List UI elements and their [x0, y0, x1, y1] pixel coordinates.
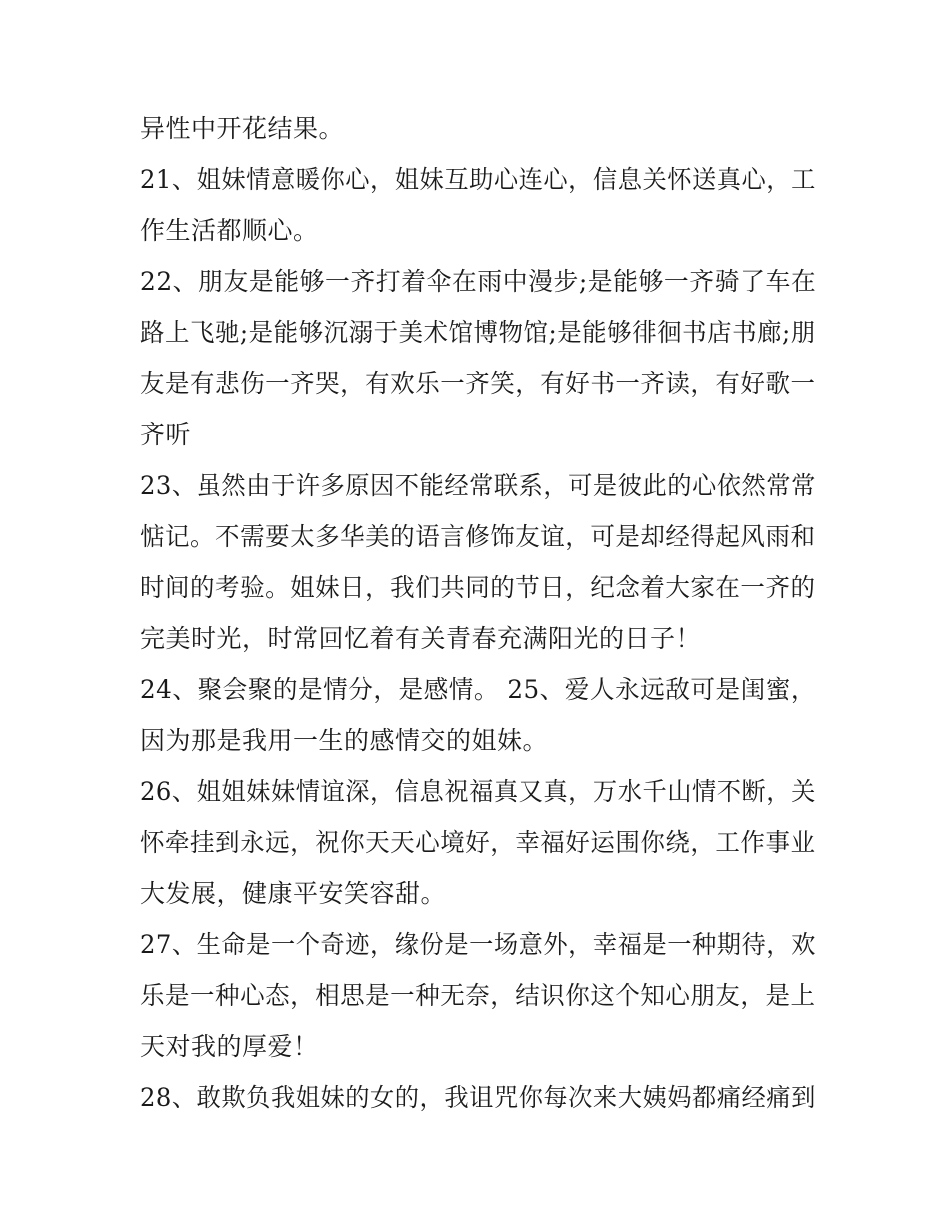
text-line: 21、姐妹情意暖你心，姐妹互助心连心，信息关怀送真心，工: [140, 165, 816, 194]
text-line: 23、虽然由于许多原因不能经常联系，可是彼此的心依然常常: [140, 471, 816, 500]
text-line: 齐听: [140, 420, 192, 449]
text-line: 乐是一种心态，相思是一种无奈，结识你这个知心朋友，是上: [140, 981, 816, 1010]
text-line: 时间的考验。姐妹日，我们共同的节日，纪念着大家在一齐的: [140, 573, 816, 602]
text-line: 22、朋友是能够一齐打着伞在雨中漫步;是能够一齐骑了车在: [140, 267, 817, 296]
text-line: 惦记。不需要太多华美的语言修饰友谊，可是却经得起风雨和: [140, 522, 816, 551]
text-line: 因为那是我用一生的感情交的姐妹。: [140, 726, 549, 755]
text-line: 大发展，健康平安笑容甜。: [140, 879, 447, 908]
text-line: 作生活都顺心。: [140, 216, 319, 245]
text-line: 24、聚会聚的是情分，是感情。 25、爱人永远敌可是闺蜜，: [140, 675, 817, 704]
document-body: [140, 103, 816, 1123]
text-line: 友是有悲伤一齐哭，有欢乐一齐笑，有好书一齐读，有好歌一: [140, 369, 816, 398]
text-line: 28、敢欺负我姐妹的女的，我诅咒你每次来大姨妈都痛经痛到: [140, 1083, 816, 1112]
text-line: 26、姐姐妹妹情谊深，信息祝福真又真，万水千山情不断，关: [140, 777, 816, 806]
text-line: 异性中开花结果。: [140, 114, 345, 143]
text-line: 天对我的厚爱！: [140, 1032, 319, 1061]
text-line: 27、生命是一个奇迹，缘份是一场意外，幸福是一种期待，欢: [140, 930, 816, 959]
text-line: 路上飞驰;是能够沉溺于美术馆博物馆;是能够徘徊书店书廊;朋: [140, 318, 816, 347]
text-line: 怀牵挂到永远，祝你天天心境好，幸福好运围你绕，工作事业: [140, 828, 816, 857]
text-line: 完美时光，时常回忆着有关青春充满阳光的日子！: [140, 624, 702, 653]
